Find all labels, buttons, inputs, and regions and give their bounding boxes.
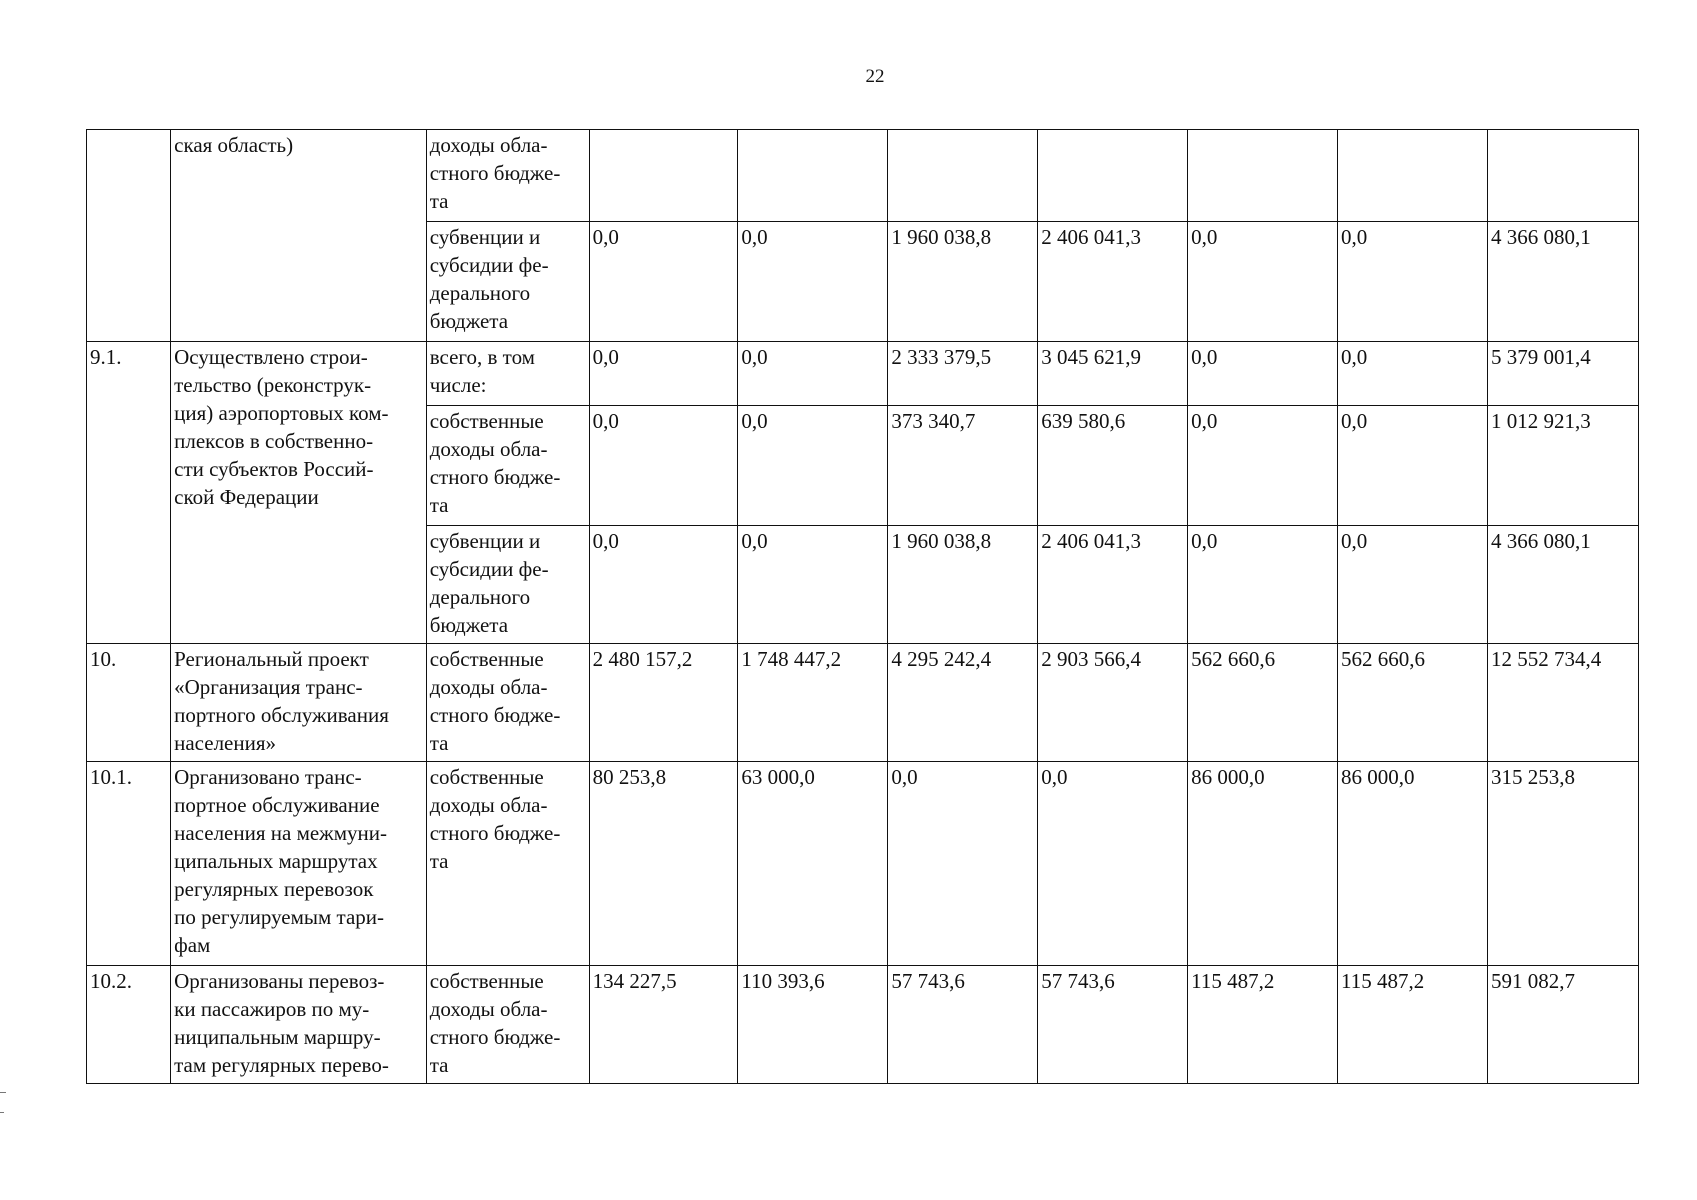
row-number-cell: 10.2.: [87, 966, 171, 1084]
value-cell: 3 045 621,9: [1038, 342, 1188, 406]
value-cell: 2 903 566,4: [1038, 644, 1188, 762]
value-cell: 0,0: [1188, 222, 1338, 342]
activity-name-cell: Организовано транс- портное обслуживание населения на межмуни- ципальных маршрутах регулярных перевозок по регулируемым тари- фам: [171, 762, 427, 966]
value-cell: 115 487,2: [1188, 966, 1338, 1084]
activity-name-cell: Организованы перевоз- ки пассажиров по му- ниципальным маршру- там регулярных перево-: [171, 966, 427, 1084]
value-cell: 0,0: [738, 406, 888, 526]
funding-source-cell: субвенции и субсидии фе- дерального бюджета: [426, 526, 589, 644]
total-value-cell: 591 082,7: [1487, 966, 1638, 1084]
table-row: [87, 966, 1639, 1084]
value-cell: 80 253,8: [589, 762, 738, 966]
funding-source-cell: собственные доходы обла- стного бюдже- та: [426, 966, 589, 1084]
value-cell: 373 340,7: [888, 406, 1038, 526]
value-cell: 0,0: [738, 526, 888, 644]
value-cell: 562 660,6: [1338, 644, 1488, 762]
value-cell: [1038, 130, 1188, 222]
value-cell: 110 393,6: [738, 966, 888, 1084]
total-value-cell: [1487, 130, 1638, 222]
value-cell: 562 660,6: [1188, 644, 1338, 762]
total-value-cell: 1 012 921,3: [1487, 406, 1638, 526]
value-cell: 0,0: [1338, 222, 1488, 342]
value-cell: 86 000,0: [1188, 762, 1338, 966]
funding-source-cell: собственные доходы обла- стного бюдже- та: [426, 406, 589, 526]
value-cell: [1338, 130, 1488, 222]
value-cell: 86 000,0: [1338, 762, 1488, 966]
value-cell: 0,0: [1188, 342, 1338, 406]
row-number-cell: 10.: [87, 644, 171, 762]
value-cell: 0,0: [1188, 406, 1338, 526]
page-number: 22: [865, 66, 885, 87]
value-cell: 0,0: [589, 526, 738, 644]
funding-source-cell: всего, в том числе:: [426, 342, 589, 406]
value-cell: [589, 130, 738, 222]
value-cell: 1 960 038,8: [888, 222, 1038, 342]
value-cell: 134 227,5: [589, 966, 738, 1084]
row-number-cell: [87, 130, 171, 342]
value-cell: 0,0: [589, 406, 738, 526]
value-cell: 1 960 038,8: [888, 526, 1038, 644]
value-cell: 2 333 379,5: [888, 342, 1038, 406]
value-cell: 0,0: [1338, 342, 1488, 406]
total-value-cell: 12 552 734,4: [1487, 644, 1638, 762]
table-row: [87, 644, 1639, 762]
row-number-cell: 10.1.: [87, 762, 171, 966]
table-body: [87, 130, 1639, 1084]
value-cell: 2 480 157,2: [589, 644, 738, 762]
value-cell: 2 406 041,3: [1038, 222, 1188, 342]
funding-source-cell: субвенции и субсидии фе- дерального бюджета: [426, 222, 589, 342]
value-cell: 0,0: [738, 222, 888, 342]
value-cell: 0,0: [888, 762, 1038, 966]
scan-mark: [0, 1092, 6, 1093]
activity-name-cell: Осуществлено строи- тельство (реконструк- ция) аэропортовых ком- плексов в собственно- сти субъектов Россий- ской Федерации: [171, 342, 427, 644]
activity-name-cell: Региональный проект «Организация транс- портного обслуживания населения»: [171, 644, 427, 762]
value-cell: 0,0: [1188, 526, 1338, 644]
value-cell: 57 743,6: [1038, 966, 1188, 1084]
value-cell: [1188, 130, 1338, 222]
total-value-cell: 4 366 080,1: [1487, 222, 1638, 342]
value-cell: 0,0: [1338, 406, 1488, 526]
value-cell: 0,0: [738, 342, 888, 406]
total-value-cell: 5 379 001,4: [1487, 342, 1638, 406]
table-row: [87, 762, 1639, 966]
value-cell: 57 743,6: [888, 966, 1038, 1084]
funding-source-cell: доходы обла- стного бюдже- та: [426, 130, 589, 222]
row-number-cell: 9.1.: [87, 342, 171, 644]
funding-source-cell: собственные доходы обла- стного бюдже- та: [426, 762, 589, 966]
value-cell: 0,0: [1338, 526, 1488, 644]
activity-name-cell: ская область): [171, 130, 427, 342]
value-cell: [738, 130, 888, 222]
value-cell: 115 487,2: [1338, 966, 1488, 1084]
budget-table: [86, 129, 1639, 1084]
value-cell: 4 295 242,4: [888, 644, 1038, 762]
scan-mark: [0, 1112, 4, 1113]
table-row: [87, 130, 1639, 222]
value-cell: 1 748 447,2: [738, 644, 888, 762]
value-cell: 0,0: [1038, 762, 1188, 966]
table-row: [87, 342, 1639, 406]
funding-source-cell: собственные доходы обла- стного бюдже- та: [426, 644, 589, 762]
value-cell: [888, 130, 1038, 222]
total-value-cell: 4 366 080,1: [1487, 526, 1638, 644]
value-cell: 639 580,6: [1038, 406, 1188, 526]
value-cell: 2 406 041,3: [1038, 526, 1188, 644]
value-cell: 63 000,0: [738, 762, 888, 966]
total-value-cell: 315 253,8: [1487, 762, 1638, 966]
value-cell: 0,0: [589, 222, 738, 342]
value-cell: 0,0: [589, 342, 738, 406]
